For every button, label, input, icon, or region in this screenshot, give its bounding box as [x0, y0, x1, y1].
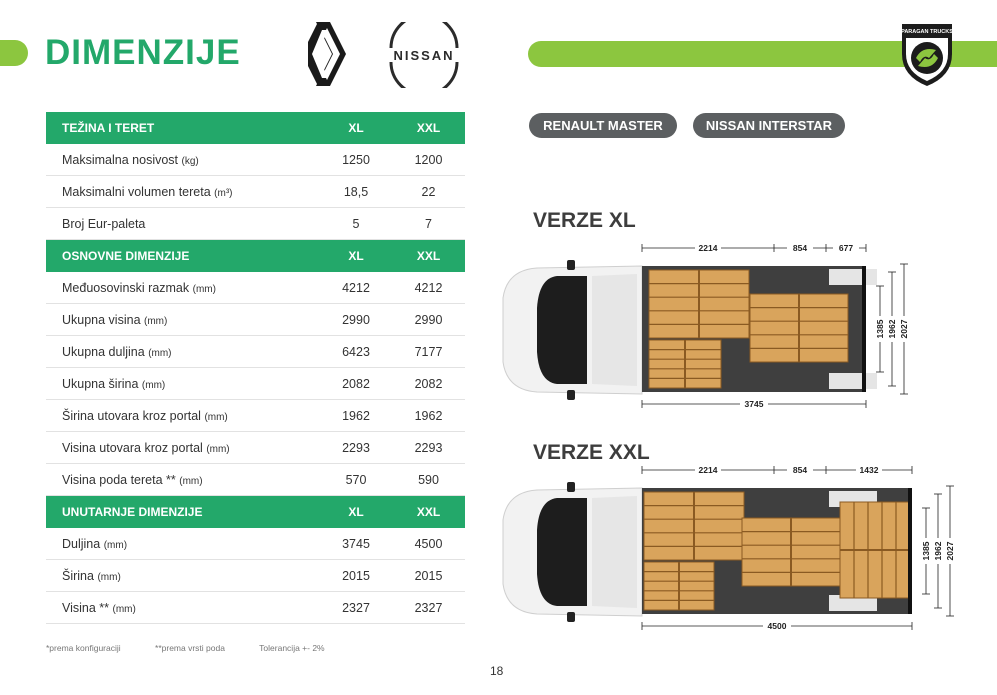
value-xl: 2082 [320, 368, 392, 400]
value-xxl: 2082 [392, 368, 465, 400]
row-label-text: Maksimalni volumen tereta [62, 184, 211, 199]
windshield [537, 276, 587, 384]
left-accent-bar [0, 40, 28, 66]
row-label [46, 144, 320, 176]
value-xxl: 1962 [392, 400, 465, 432]
table-row [46, 368, 465, 400]
dimension-label: 854 [792, 243, 808, 253]
wheel-arch-top [829, 269, 877, 285]
value-xxl: 2293 [392, 432, 465, 464]
row-label [46, 272, 320, 304]
value-xl: 2293 [320, 432, 392, 464]
row-unit: (mm) [103, 539, 128, 551]
row-label-text: Ukupna širina [62, 376, 139, 391]
row-label [46, 432, 320, 464]
mirror-right [567, 390, 575, 400]
row-label-text: Visina utovara kroz portal [62, 440, 203, 455]
value-xl: 2327 [320, 592, 392, 624]
value-xl: 3745 [320, 528, 392, 560]
value-xxl: 22 [392, 176, 465, 208]
value-xxl: 4212 [392, 272, 465, 304]
rear-door [862, 266, 866, 392]
footnote-tolerance: Tolerancija +- 2% [259, 643, 325, 653]
section-title: TEŽINA I TERET [46, 112, 320, 144]
page-number: 18 [490, 664, 504, 678]
dimension-label: 677 [838, 243, 854, 253]
table-row [46, 304, 465, 336]
value-xxl: 7177 [392, 336, 465, 368]
value-xl: 6423 [320, 336, 392, 368]
row-label [46, 528, 320, 560]
value-xxl: 2990 [392, 304, 465, 336]
value-xl: 2990 [320, 304, 392, 336]
value-xl: 2015 [320, 560, 392, 592]
nissan-logo [383, 22, 465, 88]
column-header: XL [320, 112, 392, 144]
verze-xl-title: VERZE XL [533, 209, 636, 232]
value-xxl: 7 [392, 208, 465, 240]
row-unit: (mm) [179, 475, 203, 487]
row-unit: (mm) [112, 603, 136, 615]
value-xl: 1250 [320, 144, 392, 176]
value-xxl: 2015 [392, 560, 465, 592]
table-row [46, 528, 465, 560]
table-row [46, 592, 465, 624]
row-unit: (m³) [214, 187, 233, 199]
row-label [46, 592, 320, 624]
row-unit: (kg) [181, 155, 199, 167]
roof-front [592, 496, 637, 608]
row-unit: (mm) [141, 379, 166, 391]
row-label-text: Širina utovara kroz portal [62, 408, 201, 423]
nissan-logo-text: NISSAN [393, 48, 455, 63]
row-unit: (mm) [206, 443, 230, 455]
paragan-trucks-logo [896, 18, 958, 88]
value-xl: 1962 [320, 400, 392, 432]
van-xxl-floorplan [497, 460, 972, 640]
verze-xxl-title: VERZE XXL [533, 441, 650, 464]
table-row [46, 336, 465, 368]
dimension-label: 2214 [698, 465, 718, 475]
specification-table [46, 112, 465, 624]
table-row [46, 432, 465, 464]
footnotes [46, 643, 357, 653]
footnote-floor-type: **prema vrsti poda [155, 643, 225, 653]
row-label-text: Duljina [62, 536, 101, 551]
row-unit: (mm) [192, 283, 216, 295]
row-label-text: Međuosovinski razmak [62, 280, 190, 295]
row-label-text: Visina ** [62, 600, 110, 615]
value-xxl: 4500 [392, 528, 465, 560]
dimension-label: 4500 [767, 621, 787, 631]
wheel-arch-bottom [829, 373, 877, 389]
dimension-label: 3745 [744, 399, 764, 409]
row-label [46, 464, 320, 496]
row-label-text: Visina poda tereta ** [62, 472, 176, 487]
van-xl-floorplan [497, 238, 927, 418]
column-header: XXL [392, 112, 465, 144]
row-label [46, 400, 320, 432]
dimension-label: 2027 [899, 319, 909, 339]
tab-renault-master[interactable]: RENAULT MASTER [529, 113, 677, 138]
row-unit: (mm) [144, 315, 168, 327]
row-label-text: Ukupna duljina [62, 344, 145, 359]
rear-door [908, 488, 912, 614]
value-xl: 570 [320, 464, 392, 496]
section-title: UNUTARNJE DIMENZIJE [46, 496, 320, 528]
dimension-label: 2214 [698, 243, 718, 253]
mirror-left [567, 482, 575, 492]
column-header: XL [320, 240, 392, 272]
tab-nissan-interstar[interactable]: NISSAN INTERSTAR [693, 113, 845, 138]
value-xxl: 2327 [392, 592, 465, 624]
page-title: DIMENZIJE [45, 33, 241, 72]
dimension-label: 1385 [875, 319, 885, 339]
table-section-header [46, 112, 465, 144]
dimension-label: 854 [792, 465, 808, 475]
row-label [46, 336, 320, 368]
value-xxl: 590 [392, 464, 465, 496]
mirror-right [567, 612, 575, 622]
renault-logo [300, 20, 356, 88]
row-label-text: Broj Eur-paleta [62, 216, 146, 231]
dimension-label: 1962 [887, 319, 897, 339]
column-header: XL [320, 496, 392, 528]
paragan-logo-text: PARAGAN TRUCKS [901, 29, 953, 35]
section-title: OSNOVNE DIMENZIJE [46, 240, 320, 272]
row-unit: (mm) [148, 347, 172, 359]
table-row [46, 464, 465, 496]
table-row [46, 560, 465, 592]
mirror-left [567, 260, 575, 270]
row-label-text: Širina [62, 568, 94, 583]
row-unit: (mm) [204, 411, 228, 423]
column-header: XXL [392, 496, 465, 528]
windshield [537, 498, 587, 606]
row-unit: (mm) [97, 571, 121, 583]
table-section-header [46, 496, 465, 528]
table-row [46, 208, 465, 240]
row-label [46, 368, 320, 400]
dimension-label: 1962 [933, 541, 943, 561]
table-section-header [46, 240, 465, 272]
table-row [46, 144, 465, 176]
row-label [46, 560, 320, 592]
footnote-configuration: *prema konfiguraciji [46, 643, 121, 653]
dimension-label: 1385 [921, 541, 931, 561]
dimension-label: 1432 [859, 465, 879, 475]
table-row [46, 272, 465, 304]
value-xl: 18,5 [320, 176, 392, 208]
row-label-text: Maksimalna nosivost [62, 152, 179, 167]
row-label-text: Ukupna visina [62, 312, 141, 327]
table-row [46, 400, 465, 432]
value-xxl: 1200 [392, 144, 465, 176]
row-label [46, 208, 320, 240]
value-xl: 5 [320, 208, 392, 240]
row-label [46, 176, 320, 208]
roof-front [592, 274, 637, 386]
table-row [46, 176, 465, 208]
value-xl: 4212 [320, 272, 392, 304]
dimension-label: 2027 [945, 541, 955, 561]
column-header: XXL [392, 240, 465, 272]
row-label [46, 304, 320, 336]
